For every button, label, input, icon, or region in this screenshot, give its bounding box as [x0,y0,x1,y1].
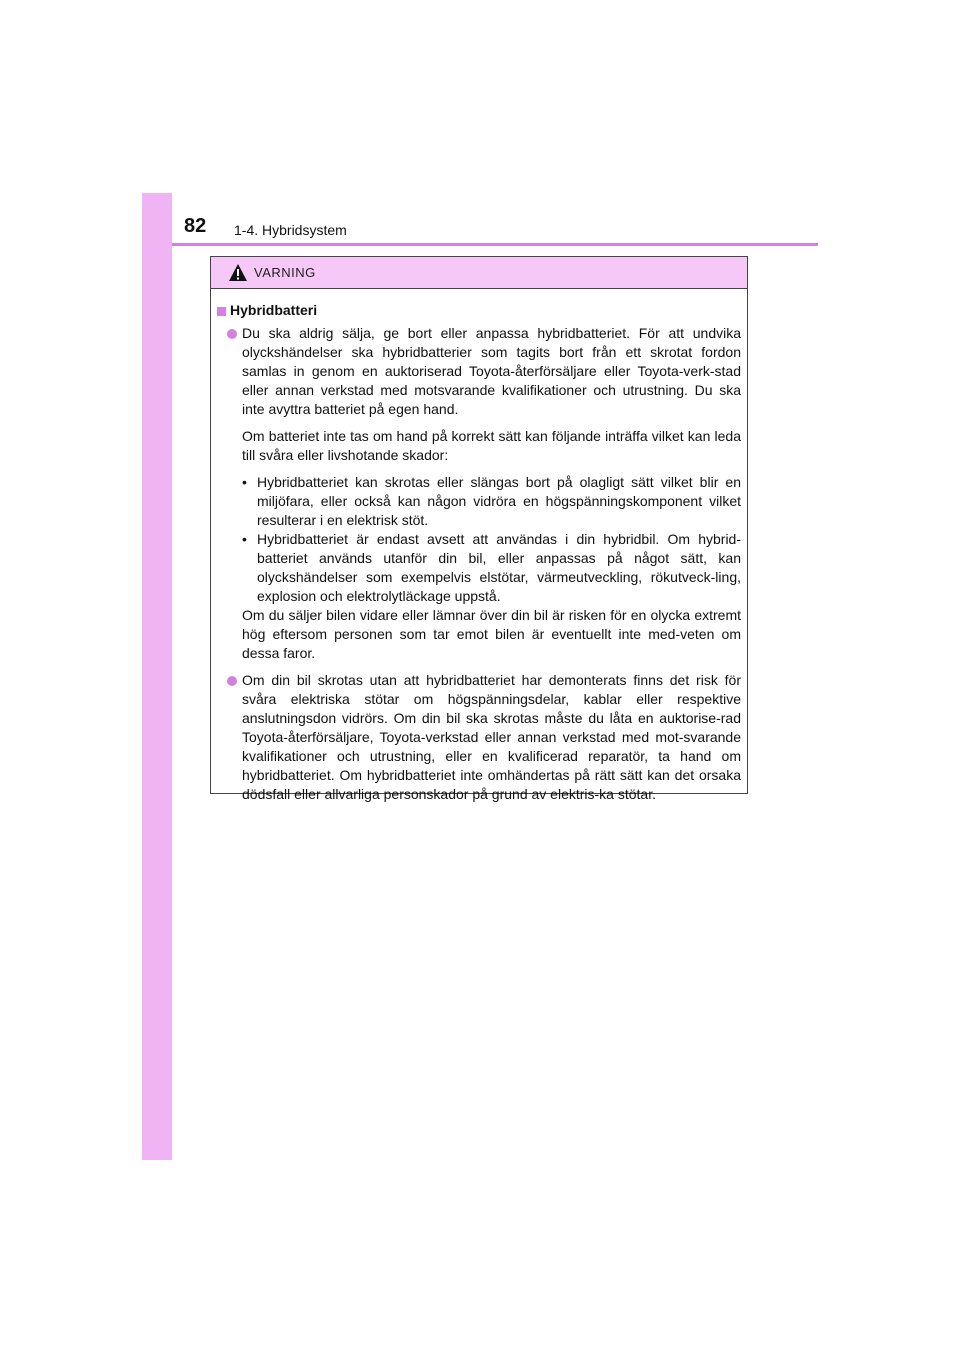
warning-label: VARNING [254,265,316,280]
chapter-sidebar-tab [142,193,172,1160]
dash-item-text: Hybridbatteriet är endast avsett att användas i din hybridbil. Om hybrid-batteriet används utanför din bil, eller anpassas på något sätt, kan olyckshändelser som exempelvis elstötar, värmeutveckling, rökutveck-ling, explosion och elektrolytläckage uppstå. [257,531,741,604]
bullet-item [217,671,741,804]
header-divider [172,243,818,246]
section-title: 1-4. Hybridsystem [234,222,347,238]
warning-header [211,257,747,289]
topic-heading [217,301,741,320]
bullet-item [217,324,741,663]
dash-list-item: • Hybridbatteriet kan skrotas eller slängas bort på olagligt sätt vilket blir en miljöfara, eller också kan någon vidröra en högspänningskomponent vilket resulterar i en elektrisk stöt. [242,474,741,528]
paragraph: Om din bil skrotas utan att hybridbatteriet har demonterats finns det risk för svåra elektriska stötar om högspänningsdelar, kablar eller respektive anslutningsdon vidrörs. Om din bil ska skrotas måste du låta en auktorise-rad Toyota-återförsäljare, Toyota-verkstad eller annan verkstad med mot-svarande kvalifikationer och utrustning, eller en kvalificerad reparatör, ta hand om hybridbatteriet. Om hybridbatteriet inte omhändertas på rätt sätt kan det orsaka dödsfall eller allvarliga personskador på grund av elektris-ka stötar. [242,672,741,802]
paragraph: Du ska aldrig sälja, ge bort eller anpassa hybridbatteriet. För att undvika olyckshändelser ska hybridbatterier som tagits bort från ett skrotat fordon samlas in genom en auktoriserad Toyota-återförsäljare eller Toyota-verk-stad eller annan verkstad med motsvarande kvalifikationer och utrustning. Du ska inte avyttra batteriet på egen hand. [242,325,741,417]
dash-list-item: • Hybridbatteriet är endast avsett att användas i din hybridbil. Om hybrid-batteriet används utanför din bil, eller anpassas på något sätt, kan olyckshändelser som exempelvis elstötar, värmeutveckling, rökutveck-ling, explosion och elektrolytläckage uppstå. [242,531,741,604]
page-number: 82 [184,215,207,237]
square-bullet-icon [217,307,226,316]
dash-item-text: Hybridbatteriet kan skrotas eller slängas bort på olagligt sätt vilket blir en miljöfara, eller också kan någon vidröra en högspänningskomponent vilket resulterar i en elektrisk stöt. [257,474,741,528]
warning-body [211,289,747,804]
warning-triangle-icon [228,263,248,282]
dash-list [242,473,741,606]
circle-bullet-icon [227,329,237,339]
warning-box [210,256,748,802]
paragraph: Om du säljer bilen vidare eller lämnar över din bil är risken för en olycka extremt hög eftersom personen som tar emot bilen är eventuellt inte med-veten om dessa faror. [242,607,741,661]
topic-title: Hybridbatteri [230,302,318,318]
paragraph: Om batteriet inte tas om hand på korrekt sätt kan följande inträffa vilket kan leda till svåra eller livshotande skador: [242,428,741,463]
circle-bullet-icon [227,676,237,686]
